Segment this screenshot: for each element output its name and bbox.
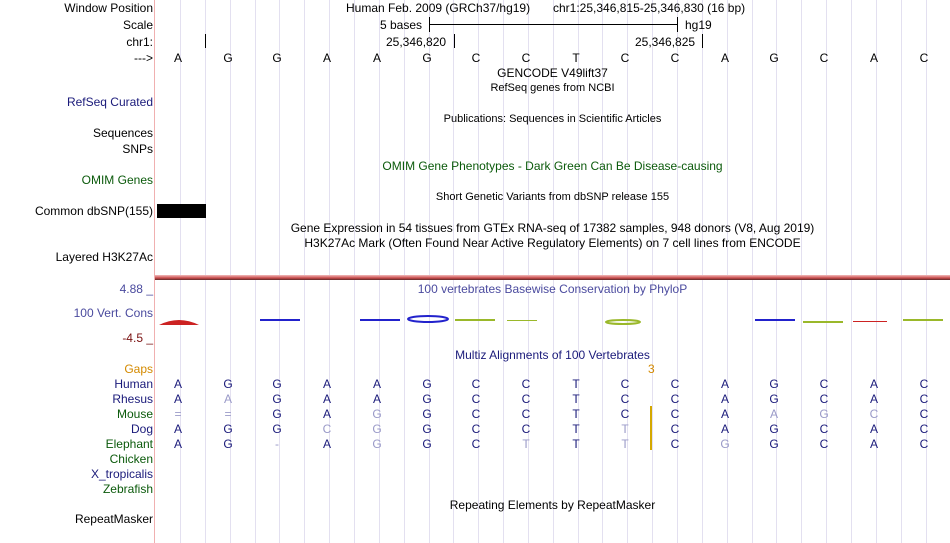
aligned-base: A — [173, 422, 182, 436]
aligned-base: A — [322, 377, 331, 391]
aligned-base: G — [422, 377, 432, 391]
aligned-base: C — [620, 377, 630, 391]
aligned-base: G — [769, 437, 779, 451]
scale-bar-left-tick — [429, 17, 430, 32]
position-readout: chr1:25,346,815-25,346,830 (16 bp) — [553, 1, 746, 15]
reference-base: A — [372, 51, 381, 65]
aligned-base: A — [322, 392, 331, 406]
aligned-base: A — [869, 422, 878, 436]
reference-base: A — [173, 51, 182, 65]
publications-track-title[interactable]: Publications: Sequences in Scientific Articles — [443, 113, 662, 125]
sequences-label[interactable]: Sequences — [92, 126, 153, 140]
dbsnp-track-title[interactable]: Short Genetic Variants from dbSNP release 155 — [435, 191, 670, 203]
cons-bar-11 — [903, 319, 943, 321]
aligned-base: - — [275, 437, 279, 451]
aligned-base: = — [174, 407, 182, 421]
cons-min-label: -4.5 _ — [122, 331, 153, 345]
aligned-base: A — [223, 392, 232, 406]
aligned-base: C — [471, 392, 481, 406]
aligned-base: C — [670, 377, 680, 391]
aligned-base: T — [572, 407, 580, 421]
cons-max-label: 4.88 _ — [119, 282, 153, 296]
aligned-base: G — [272, 392, 282, 406]
gaps-label[interactable]: Gaps — [124, 362, 153, 376]
aligned-base: C — [322, 422, 332, 436]
aligned-base: T — [572, 422, 580, 436]
assembly-title: Human Feb. 2009 (GRCh37/hg19) — [346, 1, 531, 15]
strand-label: ---> — [134, 51, 153, 65]
cons-peak-7 — [606, 320, 640, 324]
cons-bar-2 — [260, 319, 300, 321]
aligned-base: C — [620, 392, 630, 406]
aligned-base: C — [919, 422, 929, 436]
ruler-tick-3 — [702, 34, 703, 48]
aligned-base: C — [670, 422, 680, 436]
aligned-base: C — [819, 422, 829, 436]
ruler-tick-2 — [454, 34, 455, 48]
gap-marker — [650, 406, 652, 450]
aligned-base: G — [272, 407, 282, 421]
refseq-curated-label[interactable]: RefSeq Curated — [66, 95, 153, 109]
aligned-base: A — [173, 437, 182, 451]
aligned-base: A — [720, 407, 729, 421]
aligned-base: A — [769, 407, 778, 421]
reference-base: C — [620, 51, 630, 65]
aligned-base: G — [422, 422, 432, 436]
species-label-x_tropicalis[interactable]: X_tropicalis — [90, 467, 153, 481]
scale-label: Scale — [122, 18, 153, 32]
reference-base: G — [272, 51, 282, 65]
aligned-base: G — [223, 437, 233, 451]
aligned-base: A — [173, 392, 182, 406]
aligned-base: C — [521, 422, 531, 436]
cons-bar-10 — [853, 321, 887, 322]
aligned-base: A — [372, 392, 381, 406]
species-label-zebrafish[interactable]: Zebrafish — [102, 482, 153, 496]
reference-base: G — [422, 51, 432, 65]
omim-genes-label[interactable]: OMIM Genes — [81, 173, 153, 187]
aligned-base: A — [173, 377, 182, 391]
aligned-base: A — [322, 407, 331, 421]
aligned-base: C — [670, 407, 680, 421]
aligned-base: G — [223, 422, 233, 436]
omim-track-title[interactable]: OMIM Gene Phenotypes - Dark Green Can Be Disease-causing — [382, 159, 723, 173]
scale-bar-right-tick — [677, 17, 678, 32]
species-label-chicken[interactable]: Chicken — [109, 452, 153, 466]
window-position-label: Window Position — [64, 1, 153, 15]
aligned-base: C — [521, 407, 531, 421]
aligned-base: G — [769, 377, 779, 391]
aligned-base: C — [919, 392, 929, 406]
repeatmasker-track-title[interactable]: Repeating Elements by RepeatMasker — [449, 498, 656, 512]
reference-base: C — [670, 51, 680, 65]
cons-peak-1 — [159, 320, 199, 325]
cons-bar-6 — [507, 320, 537, 321]
reference-base: A — [869, 51, 878, 65]
aligned-base: C — [869, 407, 879, 421]
scale-text: 5 bases — [380, 18, 423, 32]
cons-bar-5 — [455, 319, 495, 321]
aligned-base: C — [471, 377, 481, 391]
species-label-rhesus[interactable]: Rhesus — [112, 392, 153, 406]
cons-bar-8 — [755, 319, 795, 321]
species-label-human[interactable]: Human — [114, 377, 153, 391]
aligned-base: A — [869, 377, 878, 391]
aligned-base: G — [769, 422, 779, 436]
cons-bar-9 — [803, 321, 843, 323]
chr-label: chr1: — [126, 35, 153, 49]
aligned-base: G — [720, 437, 730, 451]
gap-count: 3 — [648, 362, 655, 376]
aligned-base: C — [521, 392, 531, 406]
aligned-base: T — [621, 422, 629, 436]
snps-label[interactable]: SNPs — [122, 142, 153, 156]
aligned-base: C — [819, 437, 829, 451]
species-label-mouse[interactable]: Mouse — [116, 407, 153, 421]
aligned-base: = — [224, 407, 232, 421]
cons-bar-3 — [360, 319, 400, 321]
aligned-base: C — [670, 437, 680, 451]
aligned-base: G — [422, 392, 432, 406]
aligned-base: C — [670, 392, 680, 406]
species-label-elephant[interactable]: Elephant — [105, 437, 153, 451]
aligned-base: C — [471, 422, 481, 436]
ruler-tick-1 — [205, 34, 206, 48]
aligned-base: T — [621, 437, 629, 451]
layered-h3k27ac-label[interactable]: Layered H3K27Ac — [55, 250, 153, 264]
aligned-base: A — [869, 392, 878, 406]
aligned-base: A — [372, 377, 381, 391]
aligned-base: C — [620, 407, 630, 421]
reference-base: A — [322, 51, 331, 65]
scale-bar — [429, 24, 678, 25]
gtex-track-title[interactable]: Gene Expression in 54 tissues from GTEx RNA-seq of 17382 samples, 948 donors (V8, Aug 2019) — [290, 221, 815, 235]
aligned-base: A — [720, 392, 729, 406]
aligned-base: T — [522, 437, 530, 451]
common-dbsnp-label[interactable]: Common dbSNP(155) — [34, 204, 153, 218]
aligned-base: T — [572, 437, 580, 451]
reference-base: C — [521, 51, 531, 65]
multiz-track-title[interactable]: Multiz Alignments of 100 Vertebrates — [455, 348, 650, 362]
aligned-base: C — [471, 407, 481, 421]
scale-db: hg19 — [685, 18, 712, 32]
coord-label-1: 25,346,820 — [386, 35, 447, 49]
reference-base: G — [223, 51, 233, 65]
aligned-base: G — [372, 437, 382, 451]
aligned-base: G — [372, 422, 382, 436]
aligned-base: C — [819, 377, 829, 391]
cons-peak-4 — [408, 316, 448, 322]
refseq-track-title[interactable]: RefSeq genes from NCBI — [490, 82, 615, 94]
aligned-base: G — [272, 422, 282, 436]
aligned-base: G — [272, 377, 282, 391]
conservation-track-title[interactable]: 100 vertebrates Basewise Conservation by PhyloP — [417, 282, 688, 296]
aligned-base: C — [919, 377, 929, 391]
dbsnp-variant-bar[interactable] — [157, 204, 206, 218]
reference-base: G — [769, 51, 779, 65]
aligned-base: G — [422, 407, 432, 421]
reference-base: C — [471, 51, 481, 65]
aligned-base: C — [471, 437, 481, 451]
conservation-plot — [155, 305, 950, 335]
h3k27ac-signal-band — [155, 275, 950, 280]
aligned-base: G — [819, 407, 829, 421]
aligned-base: T — [572, 392, 580, 406]
reference-base: T — [572, 51, 580, 65]
h3k27ac-track-title[interactable]: H3K27Ac Mark (Often Found Near Active Regulatory Elements) on 7 cell lines from ENCODE — [304, 236, 801, 250]
species-label-dog[interactable]: Dog — [130, 422, 153, 436]
coord-label-2: 25,346,825 — [635, 35, 696, 49]
vert-cons-label[interactable]: 100 Vert. Cons — [73, 306, 153, 320]
aligned-base: A — [322, 437, 331, 451]
aligned-base: G — [422, 437, 432, 451]
aligned-base: A — [720, 377, 729, 391]
reference-base: A — [720, 51, 729, 65]
aligned-base: C — [521, 377, 531, 391]
gencode-track-title[interactable]: GENCODE V49lift37 — [497, 66, 608, 80]
aligned-base: C — [819, 392, 829, 406]
repeatmasker-label[interactable]: RepeatMasker — [74, 512, 153, 526]
aligned-base: T — [572, 377, 580, 391]
reference-base: C — [819, 51, 829, 65]
aligned-base: C — [919, 407, 929, 421]
aligned-base: G — [372, 407, 382, 421]
aligned-base: G — [769, 392, 779, 406]
reference-base: C — [919, 51, 929, 65]
aligned-base: C — [919, 437, 929, 451]
aligned-base: A — [869, 437, 878, 451]
aligned-base: G — [223, 377, 233, 391]
aligned-base: A — [720, 422, 729, 436]
